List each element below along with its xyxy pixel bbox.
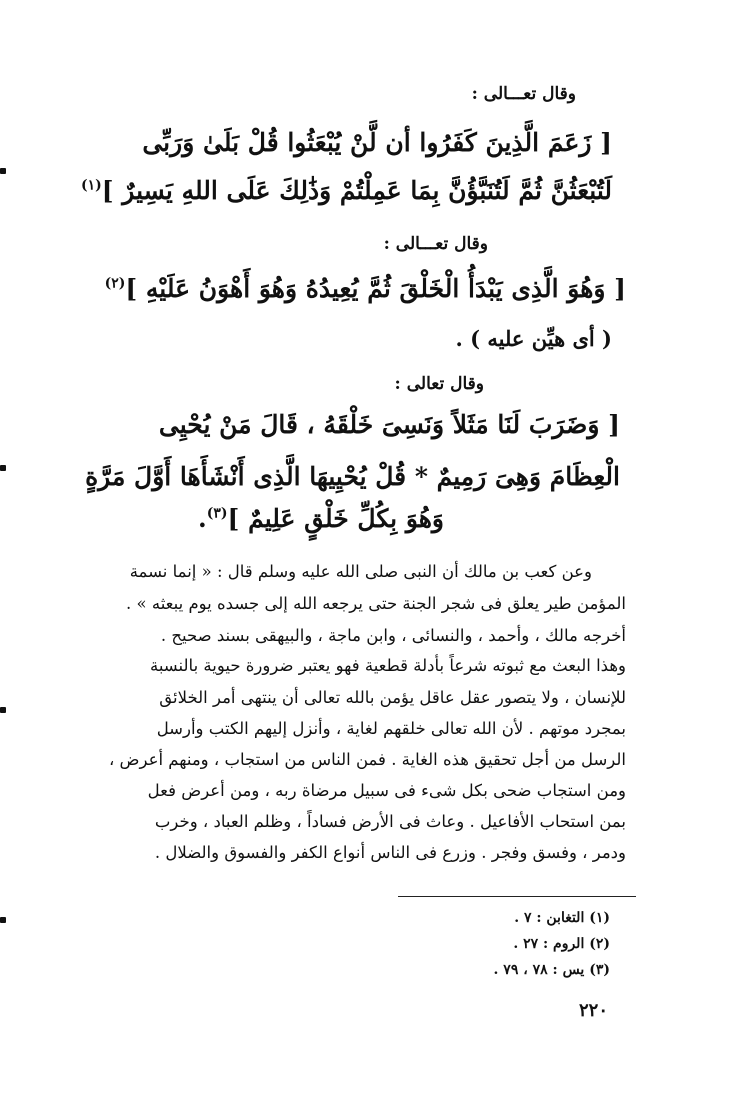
prose-line: أخرجه مالك ، وأحمد ، والنسائى ، وابن ماجة ، والبيهقى بسند صحيح .: [160, 626, 626, 645]
prose-line: المؤمن طير يعلق فى شجر الجنة حتى يرجعه الله إلى جسده يوم يبعثه » .: [126, 594, 626, 613]
margin-mark: [0, 168, 6, 174]
verse-3-end-mark: .: [198, 504, 207, 533]
margin-mark: [0, 707, 6, 713]
verse-3-line-1: [ وَضَرَبَ لَنَا مَثَلاً وَنَسِىَ خَلْقَهُ ، قَالَ مَنْ يُحْيِى: [158, 410, 620, 439]
intro-line-2: وقال تعـــالى :: [383, 234, 488, 254]
footnote-ref-1[interactable]: (١): [80, 177, 102, 194]
margin-mark: [0, 465, 6, 471]
margin-mark: [0, 917, 6, 923]
footnote-ref-3[interactable]: (٣): [206, 505, 228, 522]
prose-line: بمن استحاب الأفاعيل . وعاث فى الأرض فساداً ، وظلم العباد ، وخرب: [154, 812, 626, 831]
intro-line-1: وقال تعـــالى :: [471, 84, 576, 104]
footnote-divider: [398, 896, 636, 897]
intro-line-3: وقال تعالى :: [394, 374, 484, 394]
verse-1-line-2-text: لَتُبْعَثُنَّ ثُمَّ لَتُنَبَّؤُنَّ بِمَا عَمِلْتُمْ وَذَٰلِكَ عَلَى اللهِ يَسِيرٌ ]: [101, 176, 612, 205]
page-number: ٢٢٠: [578, 1000, 608, 1021]
footnote-ref-2[interactable]: (٢): [104, 275, 126, 292]
verse-2-line-1: [105, 274, 626, 303]
verse-2-line-1-text: [ وَهُوَ الَّذِى يَبْدَأُ الْخَلْقَ ثُمَّ يُعِيدُهُ وَهُوَ أَهْوَنُ عَلَيْهِ ]: [125, 274, 626, 303]
footnote-3: (٣) يس : ٧٨ ، ٧٩ .: [493, 962, 610, 978]
prose-line: ودمر ، وفسق وفجر . وزرع فى الناس أنواع الكفر والفسوق والضلال .: [154, 843, 626, 862]
prose-line: للإنسان ، ولا يتصور عقل عاقل يؤمن بالله تعالى أن ينتهى أمر الخلائق: [159, 688, 626, 707]
verse-3-line-3: [198, 504, 444, 533]
verse-1-line-2: [81, 176, 612, 205]
prose-line: ومن استجاب ضحى بكل شىء فى سبيل مرضاة ربه ، ومن أعرض فعل: [147, 781, 626, 800]
prose-line: بمجرد موتهم . لأن الله تعالى خلقهم لغاية ، وأنزل إليهم الكتب وأرسل: [156, 719, 626, 738]
footnote-1: (١) التغابن : ٧ .: [514, 910, 610, 926]
verse-1-line-1: [ زَعَمَ الَّذِينَ كَفَرُوا أن لَّنْ يُبْعَثُوا قُلْ بَلَىٰ وَرَبِّى: [142, 128, 612, 157]
verse-3-line-2: الْعِظَامَ وَهِىَ رَمِيمٌ * قُلْ يُحْيِيهَا الَّذِى أَنْشَأَهَا أَوَّلَ مَرَّةٍ: [85, 462, 620, 491]
prose-line: الرسل من أجل تحقيق هذه الغاية . فمن الناس من استجاب ، ومنهم أعرض ،: [108, 750, 626, 769]
prose-line: وعن كعب بن مالك أن النبى صلى الله عليه وسلم قال : « إنما نسمة: [129, 562, 592, 581]
prose-line: وهذا البعث مع ثبوته شرعاً بأدلة قطعية فهو يعتبر ضرورة حيوية بالنسبة: [149, 656, 626, 675]
footnote-2: (٢) الروم : ٢٧ .: [513, 936, 610, 952]
verse-3-line-3-text: وَهُوَ بِكُلِّ خَلْقٍ عَلِيمٌ ]: [227, 504, 444, 533]
verse-2-gloss: ( أى هيِّن عليه ) .: [455, 326, 612, 351]
